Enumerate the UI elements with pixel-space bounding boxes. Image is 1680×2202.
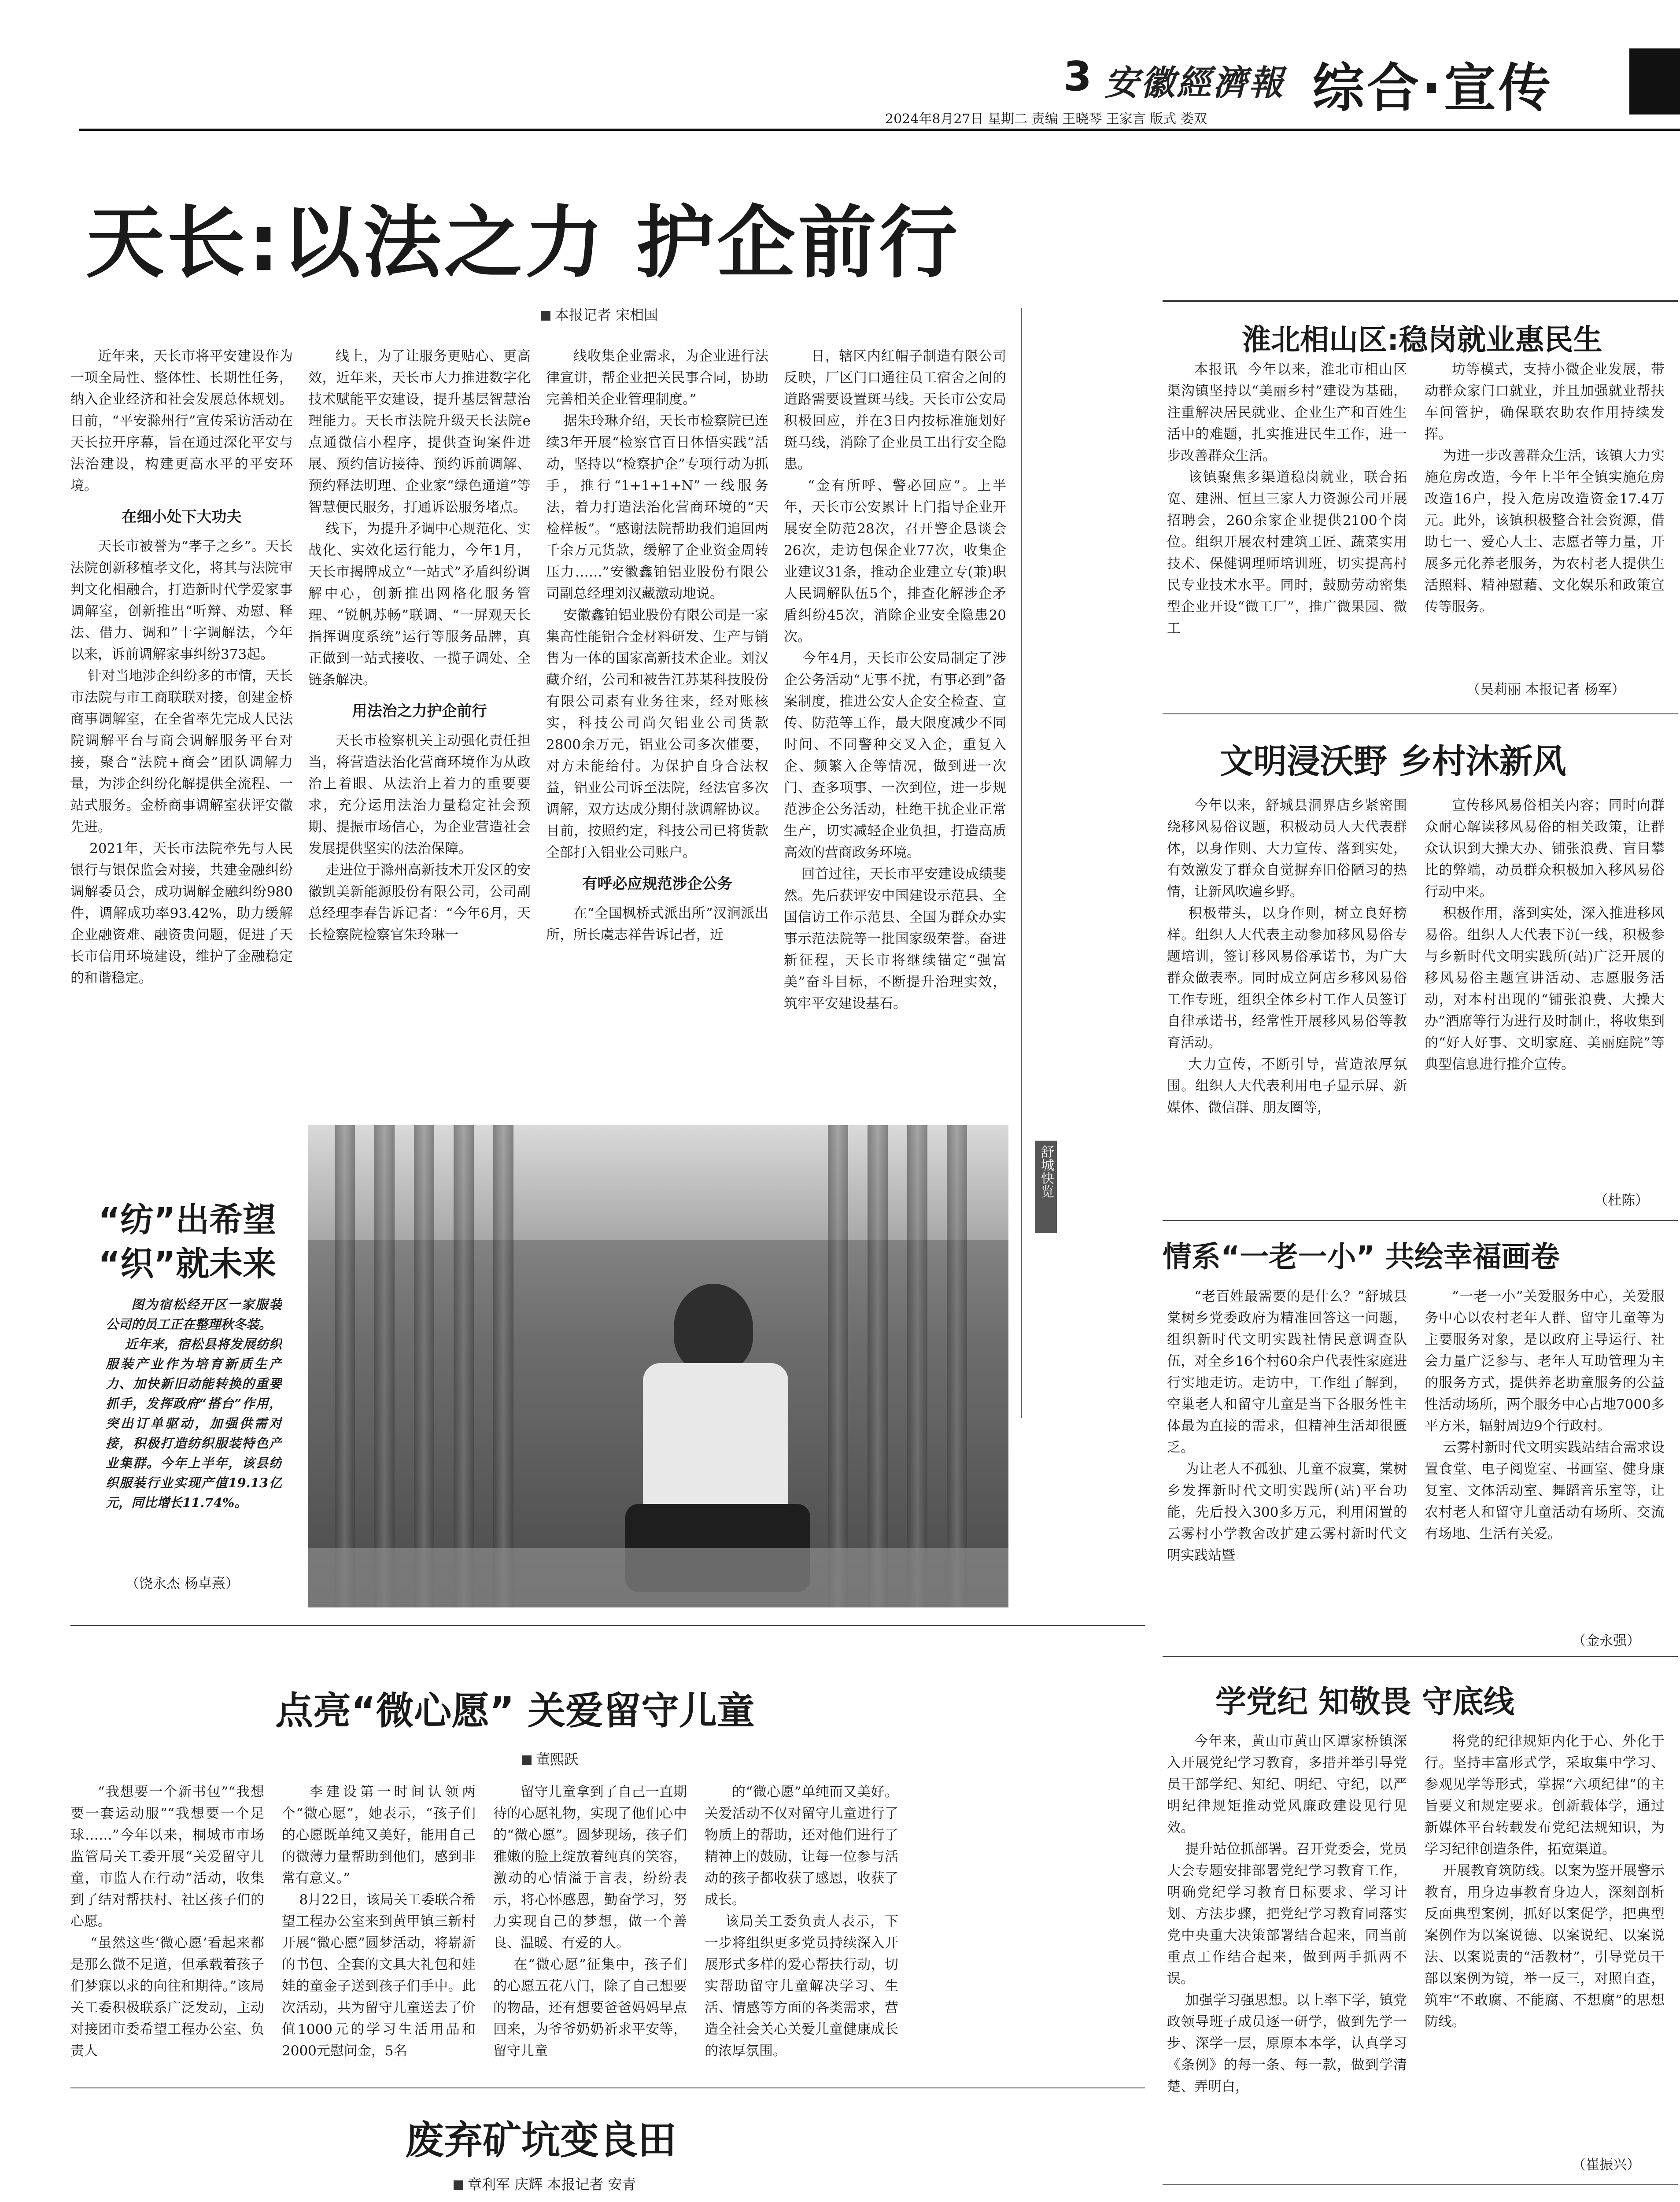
photo-story-caption (106, 1295, 282, 1568)
clothing-rack (907, 1125, 927, 1607)
kuangkeng-title: 废弃矿坑变良田 (405, 2117, 677, 2163)
lead-byline-text: 本报记者 宋相国 (555, 307, 658, 323)
lead-col-2 (308, 346, 531, 1130)
kuangkeng-byline (454, 2173, 636, 2194)
wenming-col-1 (1167, 795, 1407, 1200)
weixinyuan-col4-text: 的“微心愿”单纯而又美好。关爱活动不仅对留守儿童进行了物质上的帮助，还对他们进行了精神上的鼓励，让每一位参与活动的孩子都收获了感恩，收获了成长。 该局关工委负责人表示，下一步将组织更多党员持续深入开展形式多样的爱心帮扶行动，切实帮助留守儿童解决学习、生活、情感等方面的各类需求，营造全社会关心关爱儿童健康成长的浓厚氛围。 (705, 1784, 898, 2059)
photo-story-caption-text: 图为宿松经开区一家服装公司的员工正在整理秋冬装。 近年来，宿松县将发展纺织服装产业作为培育新质生产力、加快新旧动能转换的重要抓手，发挥政府“搭台”作用，突出订单驱动，加强供需对接，积极打造纺织服装特色产业集群。今年上半年，该县纺织服装行业实现产值19.13亿元，同比增长11.74%。 (106, 1297, 282, 1510)
xuedangji-col2-text: 将党的纪律规矩内化于心、外化于行。坚持丰富形式学，采取集中学习、参观见学等形式，掌握“六项纪律”的主旨要义和规定要求。创新载体学，通过新媒体平台转载发布党纪法规知识，为学习纪律创造条件，拓宽渠道。 开展教育筑防线。以案为鉴开展警示教育，用身边事教育身边人，深刻剖析反面典型案例，抓好以案促学，把典型案例作为以案说德、以案说纪、以案说法、以案说责的“活教材”，引导党员干部以案例为镜，举一反三，对照自查，筑牢“不敢腐、不能腐、不想腐”的思想防线。 (1425, 1733, 1665, 2030)
weixinyuan-byline (522, 1748, 578, 1769)
clothing-rack (335, 1125, 355, 1607)
lead-subhead-3: 有呼必应规范涉企公务 (582, 875, 732, 893)
weixinyuan-col-2 (282, 1781, 476, 2063)
huaibei-credit: （吴莉丽 本报记者 杨军） (1466, 682, 1625, 698)
xuedangji-col1-text: 今年来，黄山市黄山区谭家桥镇深入开展党纪学习教育，多措并举引导党员干部学纪、知纪、明纪、守纪，以严明纪律规矩推动党风廉政建设见行见效。 提升站位抓部署。召开党委会，党员大会专题安排部署党纪学习教育工作，明确党纪学习教育目标要求、学习计划、方法步骤，把党纪学习教育同落实党中央重大决策部署结合起来，同当前重点工作结合起来，做到两手抓两不误。 加强学习强思想。以上率下学，镇党政领导班子成员逐一研学，做到先学一步、深学一层，原原本本学，认真学习《条例》的每一条、每一款，做到学清楚、弄明白， (1167, 1733, 1407, 2095)
weixinyuan-col-3 (493, 1781, 687, 2063)
lead-col-3 (546, 346, 768, 1130)
lead-subhead-2: 用法治之力护企前行 (352, 702, 487, 720)
byline-square-icon (522, 1755, 532, 1765)
xuedangji-col-2 (1425, 1731, 1665, 2154)
huaibei-col1-text: 本报讯 今年以来，淮北市相山区渠沟镇坚持以“美丽乡村”建设为基础，注重解决居民就业、企业生产和百姓生活中的难题，扎实推进民生工作，进一步改善群众生活。 该镇聚焦多渠道稳岗就业，联合拓宽、建洲、恒旦三家人力资源公司开展招聘会，260余家企业提供2100个岗位。组织开展农村建筑工匠、蔬菜实用技术、保健调理师培训班，切实提高村民专业技术水平。同时，鼓励劳动密集型企业开设“微工厂”，推广微果园、微工 (1167, 362, 1407, 636)
ceiling-band (308, 1125, 1008, 1240)
byline-square-icon (454, 2180, 463, 2190)
lead-col3-para: 线收集企业需求，为企业进行法律宣讲，帮企业把关民事合同，协助完善相关企业管理制度。” 据朱玲琳介绍，天长市检察院已连续3年开展“检察官百日体悟实践”活动，坚持以“检察护企”专项行动为抓手，推行“1+1+1+N”一线服务法，着力打造法治化营商环境的“天检样板”。“感谢法院帮助我们追回两千余万元货款，缓解了企业资金周转压力……”安徽鑫铂铝业股份有限公司副总经理刘汉藏激动地说。 安徽鑫铂铝业股份有限公司是一家集高性能铝合金材料研发、生产与销售为一体的国家高新技术企业。刘汉藏介绍，公司和被告江苏某科技股份有限公司素有业务往来，经对账核实，科技公司尚欠铝业公司货款2800余万元，铝业公司多次催要，对方未能给付。为保护自身合法权益，铝业公司诉至法院，经法官多次调解，双方达成分期付款调解协议。目前，按照约定，科技公司已将货款全部打入铝业公司账户。 (546, 348, 768, 861)
weixinyuan-col1-text: “我想要一个新书包”“我想要一套运动服”“我想要一个足球……”今年以来，桐城市市场监管局关工委开展“关爱留守儿童，市监人在行动”活动，收集到了结对帮扶村、社区孩子们的心愿。 “虽然这些‘微心愿’看起来都是那么微不足道，但承载着孩子们梦寐以求的向往和期待。”该局关工委积极联系广泛发动，主动对接团市委希望工程办公室、负责人 (70, 1784, 264, 2059)
section-rule (70, 1625, 1145, 1626)
date-line: 2024年8月27日 星期二 责编 王晓琴 王家言 版式 娄双 (885, 111, 1207, 127)
clothing-rack (414, 1125, 434, 1607)
wenming-col-2 (1425, 795, 1665, 1178)
lead-col1-para: 近年来，天长市将平安建设作为一项全局性、整体性、长期性任务，纳入企业经济和社会发展总体规划。日前，“平安滁州行”宣传采访活动在天长拉开序幕，旨在通过深化平安与法治建设，构建更高水平的平安环境。 (70, 348, 293, 494)
xuedangji-credit: （崔振兴） (1572, 2157, 1640, 2173)
weixinyuan-col2-text: 李建设第一时间认领两个“微心愿”，她表示，“孩子们的心愿既单纯又美好，能用自己的微薄力量帮助到他们，感到非常有意义。” 8月22日，该局关工委联合希望工程办公室来到黄甲镇三新村开展“微心愿”圆梦活动，将崭新的书包、全套的文具大礼包和娃娃的童金子送到孩子们手中。此次活动，共为留守儿童送去了价值1000元的学习生活用品和2000元慰问金，5名 (282, 1784, 476, 2059)
box-rule (1163, 1656, 1678, 1657)
huaibei-col2-text: 坊等模式，支持小微企业发展，带动群众家门口就业，并且加强就业帮扶车间管护，确保联农助农作用持续发挥。 为进一步改善群众生活，该镇大力实施危房改造，今年上半年全镇实施危房改造16户，投入危房改造资金17.4万元。此外，该镇积极整合社会资源，借助七一、爱心人士、志愿者等力量，开展多元化养老服务，为农村老人提供生活照料、精神慰藉、文化娱乐和政策宣传等服务。 (1425, 362, 1665, 615)
photo-story-credit: （饶永杰 杨卓熹） (126, 1576, 239, 1592)
box-rule-top (1163, 300, 1678, 302)
huaibei-col-1 (1167, 359, 1407, 676)
lead-col4-para: 日，辖区内红帽子制造有限公司反映，厂区门口通往员工宿舍之间的道路需要设置斑马线。天长市公安局积极回应，并在3日内按标准施划好斑马线，消除了企业员工出行安全隐患。 “金有所呼、警必回应”。上半年，天长市公安累计上门指导企业开展安全防范28次，召开警企恳谈会26次，走访包保企业77次，收集企业建议31条，推动企业建立专(兼)职人民调解队伍5个，排查化解涉企矛盾纠纷45次，消除企业安全隐患20次。 今年4月，天长市公安局制定了涉企公务活动“无事不扰，有事必到”备案制度，推进公安人企安全检查、宣传、防范等工作，最大限度减少不同时间、不同警种交叉入企，重复入企、频繁入企等情况，做到进一次门、查多项事、一次到位，进一步规范涉企公务活动，杜绝干扰企业正常生产，切实减轻企业负担，打造高质高效的营商政务环境。 回首过往，天长市平安建设成绩斐然。先后获评安中国建设示范县、全国信访工作示范县、全国为群众办实事示范法院等一批国家级荣誉。奋进新征程，天长市将继续锚定“强富美”奋斗目标，不断提升治理实效，筑牢平安建设基石。 (784, 348, 1006, 1012)
worker-shirt (643, 1363, 788, 1513)
lead-col-4 (784, 346, 1006, 1130)
garment-factory-photo (308, 1125, 1008, 1607)
paper-name: 安徽經濟報 (1104, 63, 1285, 103)
clothing-rack (374, 1125, 395, 1607)
wenming-credit: （杜陈） (1594, 1193, 1649, 1208)
qingxi-col-1 (1167, 1286, 1407, 1656)
clothing-rack (947, 1125, 967, 1607)
photo-story-title-line2: “织”就未来 (98, 1244, 276, 1283)
jiuhu-title (1220, 2198, 1518, 2202)
lead-col-1 (70, 346, 293, 1130)
photo-story-title-line1: “纺”出希望 (98, 1200, 276, 1239)
weixinyuan-title: 点亮“微心愿” 关爱留守儿童 (275, 1689, 755, 1733)
clothing-rack (493, 1125, 513, 1607)
kuangkeng-byline-text: 章利军 庆辉 本报记者 安青 (468, 2176, 636, 2193)
huaibei-col-2 (1425, 359, 1665, 676)
masthead (0, 0, 1680, 132)
clothing-rack (454, 1125, 474, 1607)
byline-square-icon (541, 311, 550, 321)
lead-col2-para: 线上，为了让服务更贴心、更高效，近年来，天长市大力推进数字化技术赋能平安建设，提升基层智慧治理能力。天长市法院升级天长法院e点通微信小程序，提供查询案件进展、预约信访接待、预约诉前调解、预约释法明理、企业家“绿色通道”等智慧便民服务，打通诉讼服务堵点。 线下，为提升矛调中心规范化、实战化、实效化运行能力，今年1月，天长市揭牌成立“一站式”矛盾纠纷调解中心，创新推出网格化服务管理、“锐帆苏畅”联调、“一屏观天长指挥调度系统”运行等服务品牌，真正做到一站式接收、一揽子调处、全链条解决。 (308, 348, 531, 688)
clothing-rack (828, 1125, 848, 1607)
floor (308, 1548, 1008, 1607)
section-marker (1629, 48, 1680, 115)
lead-col3-para2: 在“全国枫桥式派出所”汊涧派出所，所长虞志祥告诉记者，近 (546, 905, 768, 943)
wenming-col1-text: 今年以来，舒城县洞界店乡紧密围绕移风易俗议题，积极动员人大代表群体，以身作则、大力宣传、落到实处，有效激发了群众自觉摒弃旧俗陋习的热情，让新风吹遍乡野。 积极带头，以身作则，树立良好榜样。组织人大代表主动参加移风易俗专题培训，签订移风易俗承诺书，为广大群众做表率。同时成立阿店乡移风易俗工作专班，组织全体乡村工作人员签订自律承诺书，经常性开展移风易俗等教育活动。 大力宣传，不断引导，营造浓厚氛围。组织人大代表利用电子显示屏、新媒体、微信群、朋友圈等， (1167, 798, 1407, 1116)
photo-story-title (75, 1198, 299, 1286)
huaibei-title: 淮北相山区:稳岗就业惠民生 (1242, 323, 1602, 357)
qingxi-title: 情系“一老一小” 共绘幸福画卷 (1163, 1240, 1560, 1274)
wenming-col2-text: 宣传移风易俗相关内容；同时向群众耐心解读移风易俗的相关政策，让群众认识到大操大办、铺张浪费、盲目攀比的弊端，动员群众积极加入移风易俗行动中来。 积极作用，落到实处，深入推进移风易俗。组织人大代表下沉一线，积极参与乡新时代文明实践所(站)广泛开展的移风易俗主题宣讲活动、志愿服务活动，对本村出现的“铺张浪费、大操大办”酒席等行为进行及时制止，将收集到的“好人好事、文明家庭、美丽庭院”等典型信息进行推介宣传。 (1425, 798, 1665, 1072)
box-rule (1163, 1220, 1678, 1221)
weixinyuan-col3-text: 留守儿童拿到了自己一直期待的心愿礼物，实现了他们心中的“微心愿”。圆梦现场，孩子们雅嫩的脸上绽放着纯真的笑容，激动的心情溢于言表，纷纷表示，将心怀感恩，勤奋学习，努力实现自己的梦想，做一个善良、温暖、有爱的人。 在“微心愿”征集中，孩子们的心愿五花八门，除了自己想要的物品，还有想要爸爸妈妈早点回来，为爷爷奶奶祈求平安等，留守儿童 (493, 1784, 687, 2059)
page-number: 3 (1063, 53, 1092, 100)
column-divider (1021, 308, 1022, 1418)
box-rule (1163, 2184, 1678, 2185)
qingxi-col2-text: “一老一小”关爱服务中心，关爱服务中心以农村老年人群、留守儿童等为主要服务对象，是以政府主导运行、社会力量广泛参与、老年人互助管理为主的服务方式，提供养老助童服务的公益性活动场所，两个服务中心占地7000多平方米，辐射周边9个行政村。 云雾村新时代文明实践站结合需求设置食堂、电子阅览室、书画室、健身康复室、文体活动室、舞蹈音乐室等，让农村老人和留守儿童活动有场所、交流有场地、生活有关爱。 (1425, 1289, 1665, 1542)
weixinyuan-col-4 (705, 1781, 898, 2063)
lead-col2-para2: 天长市检察机关主动强化责任担当，将营造法治化营商环境作为从政治上着眼、从法治上着力的重要要求，充分运用法治力量稳定社会预期、提振市场信心，为企业营造社会发展提供坚实的法治保障。 走进位于滁州高新技术开发区的安徽凯美新能源股份有限公司，公司副总经理李春告诉记者：“今年6月，天长检察院检察官朱玲琳一 (308, 733, 531, 943)
clothing-rack (868, 1125, 888, 1607)
qingxi-col-2 (1425, 1286, 1665, 1634)
wenming-title: 文明浸沃野 乡村沐新风 (1220, 742, 1566, 781)
section-rule (70, 2087, 1145, 2088)
qingxi-col1-text: “老百姓最需要的是什么？”舒城县棠树乡党委政府为精准回答这一问题，组织新时代文明实践社情民意调查队伍，对全乡16个村60余户代表性家庭进行实地走访。走访中，工作组了解到，空巢老人和留守儿童是当下各服务性主体最为直接的需求，但精神生活却很匮乏。 为让老人不孤独、儿童不寂寞，棠树乡发挥新时代文明实践所(站)平台功能，先后投入300多万元，利用闲置的云雾村小学教舍改扩建云雾村新时代文明实践站暨 (1167, 1289, 1407, 1563)
box-rule (1163, 713, 1678, 714)
weixinyuan-col-1 (70, 1781, 264, 2063)
lead-byline (541, 304, 658, 324)
qingxi-credit: （金永强） (1572, 1633, 1640, 1649)
lead-title: 天长:以法之力 护企前行 (86, 197, 960, 288)
weixinyuan-byline-text: 董熙跃 (536, 1751, 579, 1768)
lead-subhead-1: 在细小处下大功夫 (122, 508, 242, 526)
side-label-text: 舒城快览 (1038, 1145, 1054, 1198)
section-title: 综合·宣传 (1312, 58, 1553, 118)
xuedangji-col-1 (1167, 1731, 1407, 2176)
masthead-rule (79, 129, 1680, 131)
side-label (1035, 1141, 1057, 1233)
xuedangji-title: 学党纪 知敬畏 守底线 (1215, 1684, 1514, 1720)
worker-figure (674, 1284, 753, 1372)
lead-col1-para2: 天长市被誉为“孝子之乡”。天长法院创新移植孝文化，将其与法院审判文化相融合，打造新时代学爱家事调解室，创新推出“听辩、劝慰、释法、借力、调和”十字调解法，今年以来，诉前调解家事纠纷373起。 针对当地涉企纠纷多的市情，天长市法院与市工商联联对接，创建金桥商事调解室，在全省率先完成人民法院调解平台与商会调解服务平台对接，聚合“法院+商会”团队调解力量，为涉企纠纷化解提供全流程、一站式服务。金桥商事调解室获评安徽先进。 2021年，天长市法院牵先与人民银行与银保监会对接，共建金融纠纷调解委员会，成功调解金融纠纷980件，调解成功率93.42%，助力缓解企业融资难、融资贵问题，促进了天长市信用环境建设，维护了金融稳定的和谐稳定。 (70, 539, 293, 986)
